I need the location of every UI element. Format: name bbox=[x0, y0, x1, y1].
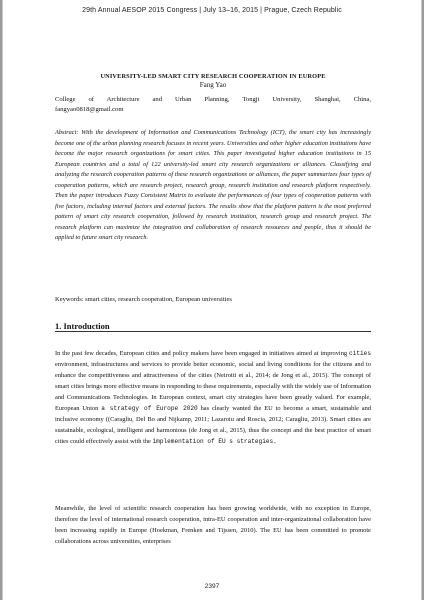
author-affiliation: College of Architecture and Urban Planning, Tongji University, Shanghai, China, bbox=[55, 96, 371, 103]
introduction-paragraph-1 bbox=[55, 348, 371, 447]
abstract: Abstract: With the development of Information and Communications Technology (ICT), the smart city has increasingly become one of the urban planning research focuses in recent years. Universities and other higher education institutions have become the major research organizations for smart cities. This paper investigated higher education institutions in 15 European countries and a total of 122 university-led smart city research organizations or alliances. Classifying and analyzing the research cooperation patterns of these research organizations or alliances, the paper summarizes four types of cooperation patterns, which are research project, research group, research institution and research platform respectively. Then the paper introduces Fuzzy Consistent Matrix to evaluate the performances of four types of cooperation patterns with five factors, including internal factors and external factors. The results show that the platform pattern is the most preferred pattern of smart city research cooperation, followed by research institution, research group and research project. The research platform can maximize the integration and collaboration of research resources and people, thus it should be applied to future smart city research. bbox=[55, 129, 371, 242]
author-name: Fang Yao bbox=[199, 81, 227, 89]
paper-title: UNIVERSITY-LED SMART CITY RESEARCH COOPERATION IN EUROPE bbox=[100, 73, 326, 80]
introduction-paragraph-2: Meanwhile, the level of scientific research cooperation has been growing worldwide, with no exception in Europe, therefore the level of international research cooperation, intra-EU cooperation and inter-organizational collaboration have been increasing rapidly in Europe (Hoekman, Frenken and Tijssen, 2010). The EU has been committed to promote collaborations across universities, enterprises bbox=[55, 505, 371, 546]
section-heading: 1. Introduction bbox=[55, 321, 110, 331]
paragraph-text: In the past few decades, European cities and policy makers have been engaged in initiatives aimed at improving bbox=[55, 350, 350, 357]
paragraph-text: has clearly wanted the EU to become a smart, sustainable and inclusive economy ((Caragliu, Del Bo and Nijkamp, 2011; Lazaroiu and Roscia, 2012; Caragliu, 2013). Smart cities are sustainable, ecological, intelligent and harmonious (de Jong et al., 2015), thus the concept and the best practice of smart cities could effectively assist with the bbox=[55, 405, 371, 446]
conference-header: 29th Annual AESOP 2015 Congress | July 13–16, 2015 | Prague, Czech Republic bbox=[82, 7, 342, 14]
author-email: fangyao0818@gmail.com bbox=[55, 106, 124, 113]
monospace-phrase: implementation of EU s strategies. bbox=[152, 438, 277, 446]
page-number: 2397 bbox=[204, 583, 220, 590]
document-page bbox=[2, 0, 422, 600]
section-divider bbox=[55, 331, 371, 332]
monospace-phrase: cities bbox=[349, 350, 371, 357]
monospace-phrase: a strategy of Europe 2020 bbox=[101, 405, 198, 413]
keywords: Keywords: smart cities, research cooperation, European universities bbox=[55, 296, 232, 303]
paragraph-text: environment, infrastructures and services to provide better economic, social and living conditions for the citizens and to enhance the competitiveness and attractiveness of the cities (Neirotti et al., 2014; de Jong et al., 2015). The concept of smart cities brings more effective means in responding to these requirements, especially with the widely use of Information and Communications Technologies. In European context, smart city strategies have been greatly valued. For example, European Union bbox=[55, 361, 371, 413]
